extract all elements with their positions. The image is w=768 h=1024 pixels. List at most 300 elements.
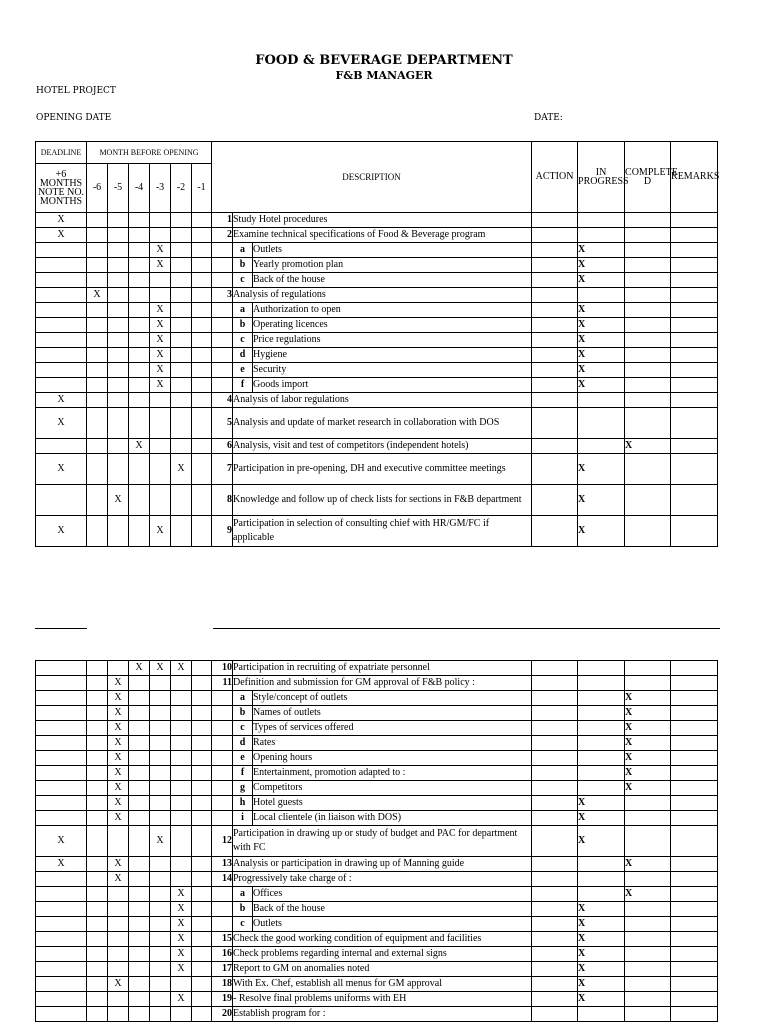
month-mark [129, 947, 150, 962]
month-mark [129, 516, 150, 547]
month-mark [87, 872, 108, 887]
month-mark [192, 258, 212, 273]
completed-mark [625, 454, 671, 485]
item-number [212, 781, 233, 796]
month-mark [192, 676, 212, 691]
completed-mark [625, 661, 671, 676]
subitem-letter: b [233, 706, 253, 721]
item-description: Local clientele (in liaison with DOS) [253, 811, 532, 826]
month-mark [150, 273, 171, 288]
month-mark [150, 691, 171, 706]
action-cell [532, 766, 578, 781]
item-description: With Ex. Chef, establish all menus for GM approval [233, 977, 532, 992]
item-description: Hygiene [253, 348, 532, 363]
month-mark [129, 736, 150, 751]
item-number [212, 258, 233, 273]
month-mark [108, 826, 129, 857]
month-mark [129, 751, 150, 766]
month-mark [171, 303, 192, 318]
month-mark: X [171, 917, 192, 932]
month-mark [87, 736, 108, 751]
item-description: Study Hotel procedures [233, 213, 532, 228]
in-progress-mark: X [578, 378, 625, 393]
action-cell [532, 348, 578, 363]
month-mark [150, 811, 171, 826]
month-minus1-header: -1 [192, 164, 212, 213]
action-cell [532, 992, 578, 1007]
item-number: 15 [212, 932, 233, 947]
month-mark [87, 751, 108, 766]
action-cell [532, 721, 578, 736]
month-mark [192, 439, 212, 454]
item-number [212, 691, 233, 706]
month-mark [87, 273, 108, 288]
month-mark [171, 408, 192, 439]
action-cell [532, 887, 578, 902]
remarks-cell [671, 887, 718, 902]
item-description: Analysis, visit and test of competitors (independent hotels) [233, 439, 532, 454]
month-mark [192, 992, 212, 1007]
completed-mark [625, 348, 671, 363]
item-number [212, 378, 233, 393]
remarks-cell [671, 826, 718, 857]
in-progress-mark [578, 439, 625, 454]
in-progress-mark [578, 736, 625, 751]
in-progress-mark: X [578, 917, 625, 932]
remarks-cell [671, 796, 718, 811]
month-mark [87, 857, 108, 872]
month-mark [171, 439, 192, 454]
item-description: Analysis or participation in drawing up of Manning guide [233, 857, 532, 872]
month-mark [108, 947, 129, 962]
item-number [212, 796, 233, 811]
month-mark: X [108, 781, 129, 796]
subitem-letter: c [233, 333, 253, 348]
item-number: 17 [212, 962, 233, 977]
action-cell [532, 393, 578, 408]
in-progress-mark: X [578, 485, 625, 516]
in-progress-header: IN PROGRESS [578, 142, 625, 213]
month-mark [129, 691, 150, 706]
checklist-row [36, 917, 718, 932]
month-mark [192, 485, 212, 516]
remarks-cell [671, 408, 718, 439]
checklist-row [36, 288, 718, 303]
month-mark [87, 721, 108, 736]
month-mark [150, 485, 171, 516]
month-mark [129, 318, 150, 333]
month-mark [87, 917, 108, 932]
month-mark: X [171, 932, 192, 947]
item-description: Back of the house [253, 273, 532, 288]
in-progress-mark: X [578, 333, 625, 348]
month-mark [87, 691, 108, 706]
month-mark [129, 902, 150, 917]
month-mark [87, 333, 108, 348]
checklist-row [36, 947, 718, 962]
month-mark [192, 947, 212, 962]
month-mark [171, 213, 192, 228]
month-mark: X [108, 721, 129, 736]
month-mark [87, 766, 108, 781]
action-cell [532, 333, 578, 348]
action-cell [532, 288, 578, 303]
month-mark [192, 228, 212, 243]
deadline-mark: X [36, 393, 87, 408]
checklist-row [36, 902, 718, 917]
remarks-cell [671, 917, 718, 932]
page-break-rule-right [213, 628, 720, 629]
month-mark [171, 977, 192, 992]
month-mark [171, 1007, 192, 1022]
month-mark [192, 408, 212, 439]
month-mark [192, 288, 212, 303]
item-description: Opening hours [253, 751, 532, 766]
remarks-cell [671, 243, 718, 258]
month-mark [87, 258, 108, 273]
in-progress-mark [578, 1007, 625, 1022]
item-description: Progressively take charge of : [233, 872, 532, 887]
remarks-cell [671, 303, 718, 318]
month-mark [87, 661, 108, 676]
checklist-table-2 [35, 660, 718, 1022]
month-mark [129, 781, 150, 796]
completed-mark: X [625, 766, 671, 781]
in-progress-mark: X [578, 977, 625, 992]
deadline-mark [36, 333, 87, 348]
month-mark [150, 962, 171, 977]
item-description: - Resolve final problems uniforms with EH [233, 992, 532, 1007]
checklist-row [36, 691, 718, 706]
month-mark [87, 213, 108, 228]
completed-mark [625, 977, 671, 992]
action-cell [532, 243, 578, 258]
item-number: 1 [212, 213, 233, 228]
subitem-letter: a [233, 887, 253, 902]
month-mark [108, 1007, 129, 1022]
deadline-mark [36, 1007, 87, 1022]
month-mark [192, 363, 212, 378]
month-mark [150, 781, 171, 796]
month-mark [171, 872, 192, 887]
month-mark [150, 439, 171, 454]
completed-mark [625, 333, 671, 348]
month-mark [87, 363, 108, 378]
remarks-cell [671, 721, 718, 736]
month-mark [87, 932, 108, 947]
month-mark [108, 348, 129, 363]
deadline-mark [36, 288, 87, 303]
month-mark [150, 917, 171, 932]
month-mark: X [150, 243, 171, 258]
month-mark [108, 917, 129, 932]
remarks-cell [671, 516, 718, 547]
remarks-cell [671, 736, 718, 751]
deadline-mark [36, 992, 87, 1007]
month-mark [192, 721, 212, 736]
action-cell [532, 378, 578, 393]
month-mark [192, 872, 212, 887]
action-header: ACTION [532, 142, 578, 213]
month-mark [87, 378, 108, 393]
remarks-cell [671, 902, 718, 917]
checklist-row [36, 826, 718, 857]
month-mark [192, 826, 212, 857]
month-mark [192, 751, 212, 766]
item-description: Participation in recruiting of expatriate personnel [233, 661, 532, 676]
item-description: Analysis of regulations [233, 288, 532, 303]
action-cell [532, 273, 578, 288]
month-mark [171, 273, 192, 288]
in-progress-mark: X [578, 454, 625, 485]
month-mark [87, 947, 108, 962]
remarks-cell [671, 378, 718, 393]
month-mark [129, 766, 150, 781]
checklist-row [36, 1007, 718, 1022]
remarks-cell [671, 962, 718, 977]
item-number: 3 [212, 288, 233, 303]
deadline-mark [36, 751, 87, 766]
deadline-mark: X [36, 213, 87, 228]
subitem-letter: c [233, 917, 253, 932]
checklist-row [36, 706, 718, 721]
month-mark [192, 348, 212, 363]
month-mark: X [108, 796, 129, 811]
checklist-row [36, 348, 718, 363]
in-progress-mark: X [578, 947, 625, 962]
month-mark [150, 766, 171, 781]
action-cell [532, 303, 578, 318]
deadline-mark [36, 676, 87, 691]
month-mark [129, 213, 150, 228]
completed-mark [625, 303, 671, 318]
month-mark [192, 273, 212, 288]
remarks-cell [671, 1007, 718, 1022]
deadline-mark: X [36, 228, 87, 243]
month-mark [192, 516, 212, 547]
month-mark [108, 363, 129, 378]
month-mark [150, 228, 171, 243]
completed-mark [625, 258, 671, 273]
checklist-row [36, 811, 718, 826]
remarks-cell [671, 333, 718, 348]
month-mark: X [171, 947, 192, 962]
action-cell [532, 736, 578, 751]
action-cell [532, 363, 578, 378]
in-progress-mark [578, 228, 625, 243]
item-description: Check problems regarding internal and external signs [233, 947, 532, 962]
remarks-cell [671, 318, 718, 333]
month-mark [87, 887, 108, 902]
deadline-mark [36, 303, 87, 318]
month-mark [129, 408, 150, 439]
checklist-row [36, 932, 718, 947]
checklist-row [36, 766, 718, 781]
month-mark [129, 273, 150, 288]
completed-mark [625, 485, 671, 516]
month-mark: X [171, 661, 192, 676]
deadline-mark [36, 243, 87, 258]
remarks-header: REMARKS [671, 142, 718, 213]
month-mark [87, 408, 108, 439]
month-mark [87, 977, 108, 992]
month-mark [192, 932, 212, 947]
checklist-row [36, 318, 718, 333]
month-mark [171, 258, 192, 273]
in-progress-mark [578, 781, 625, 796]
month-mark [87, 348, 108, 363]
month-mark: X [108, 977, 129, 992]
deadline-mark [36, 902, 87, 917]
subitem-letter: g [233, 781, 253, 796]
in-progress-mark: X [578, 992, 625, 1007]
subitem-letter: c [233, 273, 253, 288]
remarks-cell [671, 977, 718, 992]
in-progress-mark [578, 766, 625, 781]
month-mark [129, 932, 150, 947]
checklist-row [36, 408, 718, 439]
month-mark [129, 454, 150, 485]
month-minus3-header: -3 [150, 164, 171, 213]
item-description: Participation in pre-opening, DH and executive committee meetings [233, 454, 532, 485]
action-cell [532, 781, 578, 796]
month-mark: X [108, 766, 129, 781]
in-progress-mark: X [578, 318, 625, 333]
completed-mark [625, 1007, 671, 1022]
in-progress-mark [578, 288, 625, 303]
completed-mark: X [625, 887, 671, 902]
item-description: Security [253, 363, 532, 378]
in-progress-mark: X [578, 516, 625, 547]
item-description: Analysis and update of market research in collaboration with DOS [233, 408, 532, 439]
item-description: Yearly promotion plan [253, 258, 532, 273]
month-mark: X [150, 516, 171, 547]
subitem-letter: b [233, 902, 253, 917]
month-mark [87, 393, 108, 408]
action-cell [532, 962, 578, 977]
month-mark [87, 826, 108, 857]
month-mark [192, 454, 212, 485]
deadline-mark [36, 691, 87, 706]
month-mark [150, 872, 171, 887]
month-mark [129, 796, 150, 811]
subitem-letter: e [233, 363, 253, 378]
month-mark [129, 243, 150, 258]
month-mark [108, 439, 129, 454]
month-mark [150, 992, 171, 1007]
subitem-letter: a [233, 303, 253, 318]
month-mark [150, 288, 171, 303]
month-mark [192, 736, 212, 751]
completed-mark [625, 992, 671, 1007]
month-mark [108, 516, 129, 547]
deadline-mark [36, 932, 87, 947]
item-description: Goods import [253, 378, 532, 393]
in-progress-mark [578, 857, 625, 872]
action-cell [532, 706, 578, 721]
checklist-row [36, 485, 718, 516]
in-progress-mark: X [578, 796, 625, 811]
item-number [212, 811, 233, 826]
checklist-row [36, 213, 718, 228]
action-cell [532, 932, 578, 947]
month-mark [108, 228, 129, 243]
completed-mark [625, 288, 671, 303]
month-mark [87, 454, 108, 485]
month-mark [150, 902, 171, 917]
deadline-mark [36, 378, 87, 393]
subitem-letter: d [233, 348, 253, 363]
action-cell [532, 661, 578, 676]
subitem-letter: f [233, 378, 253, 393]
completed-mark [625, 363, 671, 378]
deadline-mark [36, 917, 87, 932]
completed-mark [625, 826, 671, 857]
item-description: Check the good working condition of equipment and facilities [233, 932, 532, 947]
checklist-row [36, 992, 718, 1007]
subitem-letter: a [233, 243, 253, 258]
deadline-mark [36, 872, 87, 887]
item-description: Back of the house [253, 902, 532, 917]
checklist-row [36, 751, 718, 766]
month-mark [171, 676, 192, 691]
checklist-row [36, 258, 718, 273]
checklist-row [36, 454, 718, 485]
completed-mark [625, 228, 671, 243]
item-number: 8 [212, 485, 233, 516]
item-number: 6 [212, 439, 233, 454]
completed-mark [625, 243, 671, 258]
remarks-cell [671, 228, 718, 243]
description-header: DESCRIPTION [212, 142, 532, 213]
month-mark: X [129, 439, 150, 454]
deadline-mark [36, 766, 87, 781]
opening-date-label: OPENING DATE [36, 113, 112, 123]
month-mark [171, 228, 192, 243]
subitem-letter: e [233, 751, 253, 766]
month-minus2-header: -2 [171, 164, 192, 213]
subitem-letter: b [233, 318, 253, 333]
in-progress-mark: X [578, 363, 625, 378]
month-mark [171, 796, 192, 811]
checklist-row [36, 393, 718, 408]
month-mark [171, 811, 192, 826]
month-mark: X [108, 872, 129, 887]
remarks-cell [671, 992, 718, 1007]
month-minus6-header: -6 [87, 164, 108, 213]
month-mark [192, 378, 212, 393]
in-progress-mark [578, 661, 625, 676]
month-mark: X [108, 811, 129, 826]
item-description: Entertainment, promotion adapted to : [253, 766, 532, 781]
month-mark: X [108, 691, 129, 706]
completed-mark: X [625, 706, 671, 721]
in-progress-mark: X [578, 902, 625, 917]
in-progress-mark [578, 706, 625, 721]
month-mark [108, 243, 129, 258]
action-cell [532, 857, 578, 872]
month-before-opening-header: MONTH BEFORE OPENING [87, 142, 212, 164]
remarks-cell [671, 273, 718, 288]
document-subtitle: F&B MANAGER [335, 69, 433, 82]
month-mark [150, 887, 171, 902]
action-cell [532, 902, 578, 917]
month-mark [192, 811, 212, 826]
item-number: 9 [212, 516, 233, 547]
in-progress-mark: X [578, 243, 625, 258]
completed-mark [625, 932, 671, 947]
month-mark: X [150, 348, 171, 363]
